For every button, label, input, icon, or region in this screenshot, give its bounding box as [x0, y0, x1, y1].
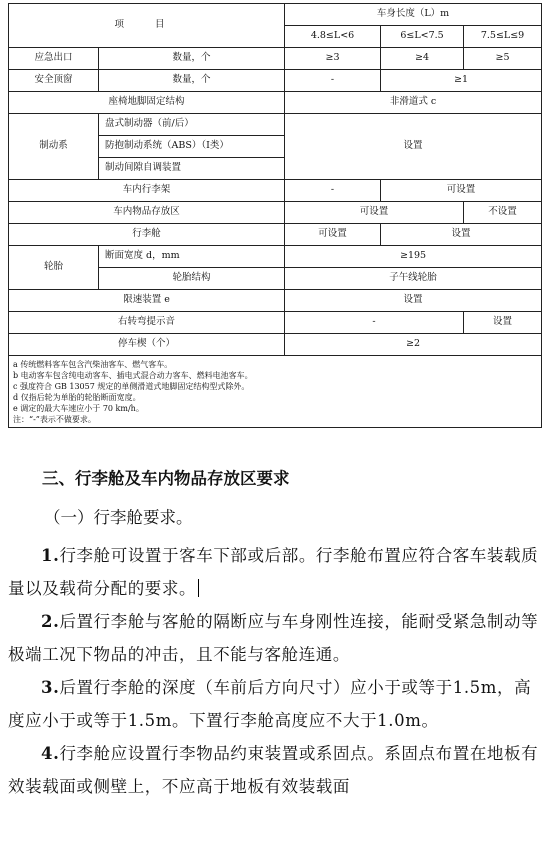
paragraph-number: 4. — [41, 744, 60, 763]
note-line: c 强度符合 GB 13057 规定的单侧滑道式地脚固定结构型式除外。 — [13, 382, 250, 391]
table-row — [9, 70, 542, 92]
cell-value: ≥5 — [464, 48, 542, 70]
section-heading: 三、行李舱及车内物品存放区要求 — [42, 469, 290, 488]
table-row — [9, 312, 542, 334]
note-line: e 调定的最大车速应小于 70 km/h。 — [13, 404, 144, 413]
paragraph-1[interactable] — [8, 539, 542, 605]
paragraph-number: 2. — [41, 612, 60, 631]
text-cursor — [198, 579, 199, 597]
row-label: 应急出口 — [9, 48, 99, 70]
cell-value: 子午线轮胎 — [285, 268, 542, 290]
paragraph-4[interactable] — [8, 737, 542, 803]
table-row — [9, 334, 542, 356]
table-row — [9, 92, 542, 114]
cell-value: 设置 — [285, 290, 542, 312]
header-col1: 4.8≤L<6 — [285, 26, 381, 48]
paragraph-3[interactable] — [8, 671, 542, 737]
note-line: 注：“-”表示不做要求。 — [13, 415, 96, 424]
table-row — [9, 290, 542, 312]
row-sublabel: 制动间隙自调装置 — [99, 158, 285, 180]
header-row — [9, 4, 542, 26]
cell-value: 设置 — [285, 114, 542, 180]
table-row — [9, 224, 542, 246]
row-label: 限速装置 e — [9, 290, 285, 312]
cell-value: 设置 — [381, 224, 542, 246]
table-row — [9, 114, 542, 136]
cell-value: 非滑道式 c — [285, 92, 542, 114]
paragraph-2[interactable] — [8, 605, 542, 671]
row-label: 车内行李架 — [9, 180, 285, 202]
row-label: 行李舱 — [9, 224, 285, 246]
cell-value: ≥1 — [381, 70, 542, 92]
cell-value: 可设置 — [381, 180, 542, 202]
row-label: 轮胎 — [9, 246, 99, 290]
cell-value: 不设置 — [464, 202, 542, 224]
table-row — [9, 48, 542, 70]
row-label: 制动系 — [9, 114, 99, 180]
cell-value: - — [285, 70, 381, 92]
row-sublabel: 数量，个 — [99, 70, 285, 92]
cell-value: 可设置 — [285, 202, 464, 224]
paragraph-text: 后置行李舱与客舱的隔断应与车身刚性连接，能耐受紧急制动等极端工况下物品的冲击，且不能与客舱连通。 — [8, 612, 539, 664]
row-sublabel: 断面宽度 d，mm — [99, 246, 285, 268]
paragraph-text: 行李舱应设置行李物品约束装置或系固点。系固点布置在地板有效装载面或侧壁上，不应高于地板有效装载面 — [8, 744, 539, 796]
row-sublabel: 轮胎结构 — [99, 268, 285, 290]
row-sublabel: 防抱制动系统（ABS）（I类） — [99, 136, 285, 158]
note-line: b 电动客车包含纯电动客车、插电式混合动力客车、燃料电池客车。 — [13, 371, 253, 380]
paragraph-number: 3. — [41, 678, 60, 697]
header-col2: 6≤L<7.5 — [381, 26, 464, 48]
cell-value: 可设置 — [285, 224, 381, 246]
table-row — [9, 180, 542, 202]
row-sublabel: 盘式制动器（前/后） — [99, 114, 285, 136]
cell-value: ≥2 — [285, 334, 542, 356]
header-length-group: 车身长度（L）m — [285, 4, 542, 26]
document-body — [8, 462, 542, 803]
vehicle-spec-table-container — [8, 3, 541, 428]
paragraph-text: 行李舱可设置于客车下部或后部。行李舱布置应符合客车装载质量以及载荷分配的要求。 — [8, 546, 539, 598]
table-row — [9, 202, 542, 224]
note-line: a 传统燃料客车包含汽柴油客车、燃气客车。 — [13, 360, 173, 369]
row-label: 车内物品存放区 — [9, 202, 285, 224]
cell-value: ≥3 — [285, 48, 381, 70]
note-line: d 仅指后轮为单胎的轮胎断面宽度。 — [13, 393, 141, 402]
table-notes — [9, 356, 542, 428]
vehicle-spec-table — [8, 3, 542, 428]
row-label: 座椅地脚固定结构 — [9, 92, 285, 114]
paragraph-text: 后置行李舱的深度（车前后方向尺寸）应小于或等于1.5m，高度应小于或等于1.5m。下置行李舱高度应不大于1.0m。 — [8, 678, 532, 730]
row-sublabel: 数量，个 — [99, 48, 285, 70]
paragraph-number: 1. — [41, 546, 60, 565]
row-label: 右转弯提示音 — [9, 312, 285, 334]
header-col3: 7.5≤L≤9 — [464, 26, 542, 48]
table-row — [9, 246, 542, 268]
row-label: 安全顶窗 — [9, 70, 99, 92]
cell-value: - — [285, 312, 464, 334]
cell-value: - — [285, 180, 381, 202]
row-label: 停车楔（个） — [9, 334, 285, 356]
subsection-heading: （一）行李舱要求。 — [44, 508, 193, 527]
notes-row — [9, 356, 542, 428]
cell-value: 设置 — [464, 312, 542, 334]
cell-value: ≥4 — [381, 48, 464, 70]
header-item: 项 目 — [9, 4, 285, 48]
cell-value: ≥195 — [285, 246, 542, 268]
